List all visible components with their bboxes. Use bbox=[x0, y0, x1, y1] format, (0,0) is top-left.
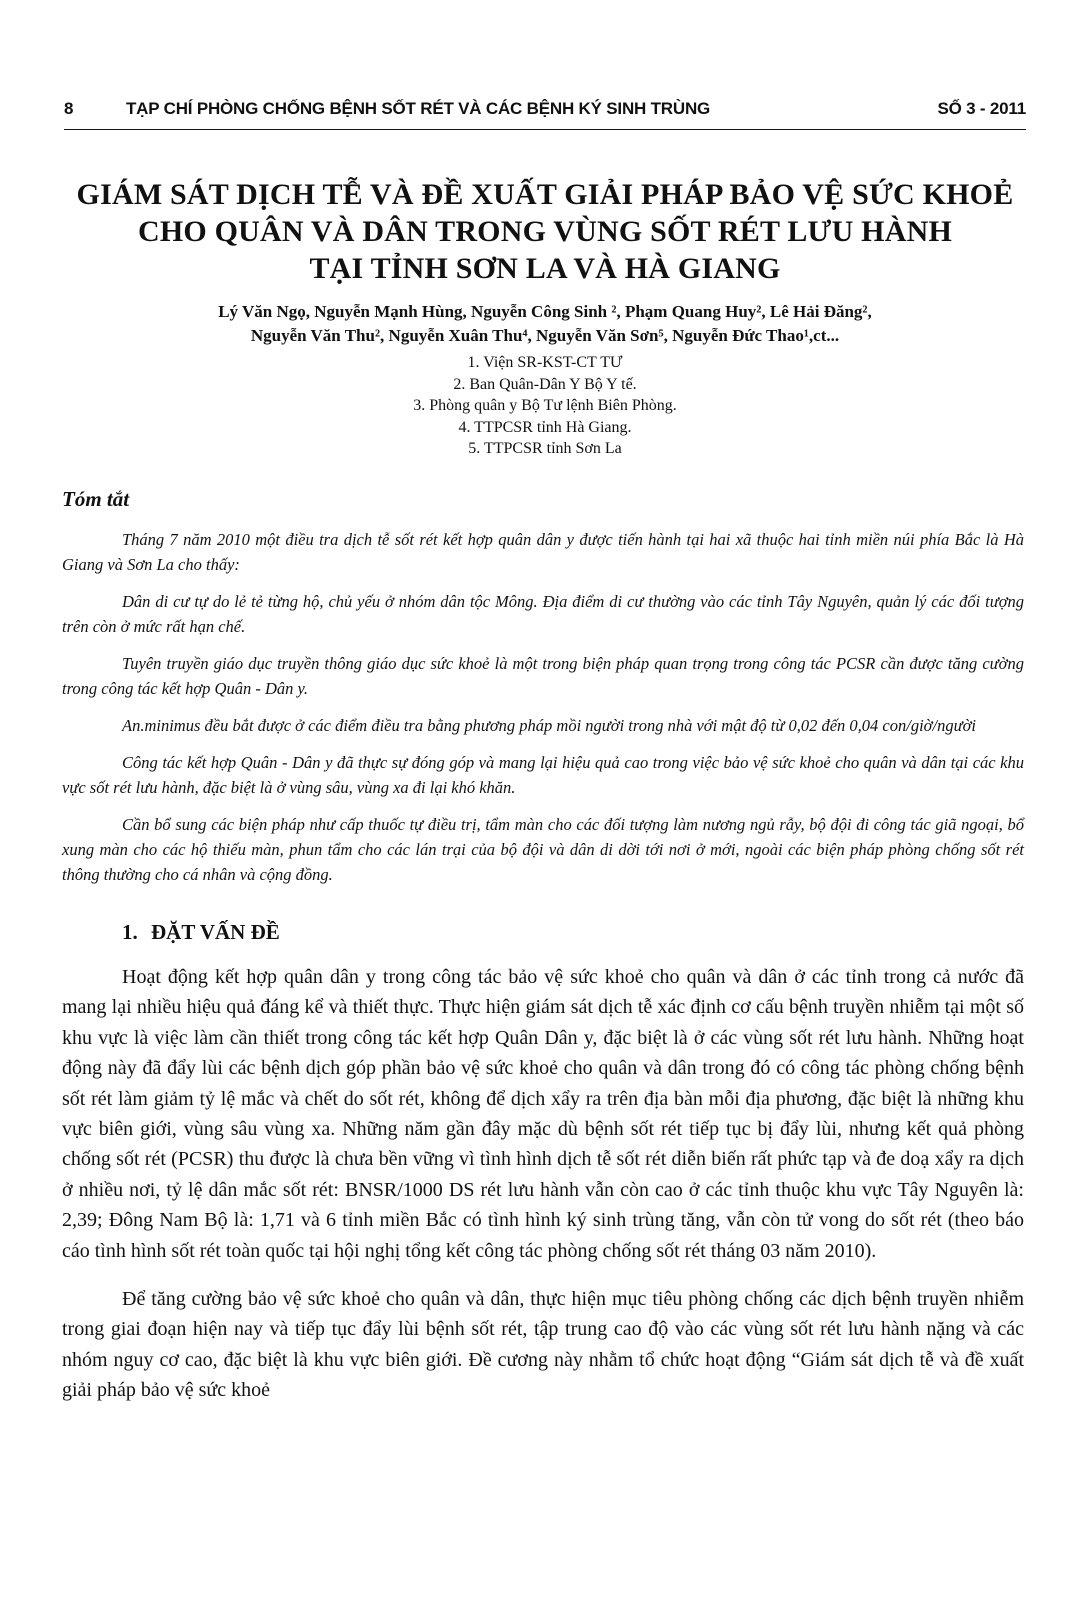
title-line: CHO QUÂN VÀ DÂN TRONG VÙNG SỐT RÉT LƯU HÀNH bbox=[138, 215, 952, 248]
issue-number: SỐ 3 - 2011 bbox=[937, 99, 1026, 118]
affiliation-list bbox=[64, 352, 1026, 460]
article-title bbox=[64, 176, 1026, 287]
body-paragraph: Để tăng cường bảo vệ sức khoẻ cho quân và dân, thực hiện mục tiêu phòng chống các dịch bệnh truyền nhiễm trong giai đoạn hiện nay và tiếp tục đẩy lùi bệnh sốt rét, tập trung cao độ vào các vùng sốt rét lưu hành nặng và các nhóm nguy cơ cao, đặc biệt là khu vực biên giới. Đề cương này nhằm tổ chức hoạt động “Giám sát dịch tễ và đề xuất giải pháp bảo vệ sức khoẻ bbox=[62, 1288, 1024, 1402]
page-number: 8 bbox=[64, 99, 74, 118]
affiliation-item: 2. Ban Quân-Dân Y Bộ Y tế. bbox=[453, 375, 637, 393]
section-body bbox=[62, 962, 1024, 1424]
author-line: Lý Văn Ngọ, Nguyễn Mạnh Hùng, Nguyễn Công Sinh ², Phạm Quang Huy², Lê Hải Đăng², bbox=[218, 302, 872, 321]
section-title: ĐẶT VẤN ĐỀ bbox=[151, 920, 280, 944]
running-header bbox=[64, 95, 1026, 130]
author-line: Nguyễn Văn Thu², Nguyễn Xuân Thu⁴, Nguyễn Văn Sơn⁵, Nguyễn Đức Thao¹,ct... bbox=[250, 326, 840, 345]
abstract-paragraph: Tuyên truyền giáo dục truyền thông giáo dục sức khoẻ là một trong biện pháp quan trọng trong công tác PCSR cần được tăng cường trong công tác kết hợp Quân - Dân y. bbox=[62, 654, 1024, 698]
abstract-paragraph: Dân di cư tự do lẻ tẻ từng hộ, chủ yếu ở nhóm dân tộc Mông. Địa điểm di cư thường vào các tỉnh Tây Nguyên, quản lý các đối tượng trên còn ở mức rất hạn chế. bbox=[62, 592, 1024, 636]
affiliation-item: 3. Phòng quân y Bộ Tư lệnh Biên Phòng. bbox=[413, 397, 677, 414]
abstract-heading: Tóm tắt bbox=[62, 487, 130, 511]
affiliation-item: 5. TTPCSR tỉnh Sơn La bbox=[468, 440, 622, 457]
author-list bbox=[64, 300, 1026, 348]
abstract-paragraph: Tháng 7 năm 2010 một điều tra dịch tễ sốt rét kết hợp quân dân y được tiến hành tại hai xã thuộc hai tỉnh miền núi phía Bắc là Hà Giang và Sơn La cho thấy: bbox=[62, 530, 1024, 574]
abstract-body bbox=[62, 527, 1024, 899]
abstract-paragraph: An.minimus đều bắt được ở các điểm điều tra bằng phương pháp mồi người trong nhà với mật độ từ 0,02 đến 0,04 con/giờ/người bbox=[122, 716, 976, 735]
title-line: TẠI TỈNH SƠN LA VÀ HÀ GIANG bbox=[309, 252, 781, 285]
body-paragraph: Hoạt động kết hợp quân dân y trong công tác bảo vệ sức khoẻ cho quân và dân ở các tỉnh trong cả nước đã mang lại nhiều hiệu quả đáng kể và thiết thực. Thực hiện giám sát dịch tễ xác định cơ cấu bệnh truyền nhiễm tại một số khu vực là việc làm cần thiết trong công tác kết hợp Quân Dân y, đặc biệt là ở các vùng sốt rét lưu hành. Những hoạt động này đã đẩy lùi các bệnh dịch góp phần bảo vệ sức khoẻ cho quân và dân trong đó có công tác phòng chống bệnh sốt rét làm giảm tỷ lệ mắc và chết do sốt rét, không để dịch xẩy ra trên địa bàn mỗi địa phương, đặc biệt là những khu vực biên giới, vùng sâu vùng xa. Những năm gần đây mặc dù bệnh sốt rét tiếp tục bị đẩy lùi, nhưng kết quả phòng chống sốt rét (PCSR) thu được là chưa bền vững vì tình hình dịch tễ sốt rét diễn biến rất phức tạp và đe doạ xẩy ra dịch ở nhiều nơi, tỷ lệ dân mắc sốt rét: BNSR/1000 DS rét lưu hành vẫn còn cao ở các tỉnh thuộc khu vực Tây Nguyên là: 2,39; Đông Nam Bộ là: 1,71 và 6 tỉnh miền Bắc có tình hình ký sinh trùng tăng, vẫn còn tử vong do sốt rét (theo báo cáo tình hình sốt rét toàn quốc tại hội nghị tổng kết công tác phòng chống sốt rét tháng 03 năm 2010). bbox=[62, 966, 1024, 1262]
abstract-paragraph: Công tác kết hợp Quân - Dân y đã thực sự đóng góp và mang lại hiệu quả cao trong việc bảo vệ sức khoẻ cho quân và dân tại các khu vực sốt rét lưu hành, đặc biệt là ở vùng sâu, vùng xa đi lại khó khăn. bbox=[62, 753, 1024, 797]
affiliation-item: 1. Viện SR-KST-CT TƯ bbox=[467, 354, 623, 371]
section-number: 1. bbox=[122, 920, 138, 944]
section-heading bbox=[122, 920, 280, 945]
abstract-paragraph: Cần bổ sung các biện pháp như cấp thuốc tự điều trị, tẩm màn cho các đối tượng làm nương ngủ rẫy, bộ đội đi công tác giã ngoại, bổ xung màn cho các hộ thiếu màn, phun tẩm cho các lán trại của bộ đội và dân di dời tới nơi ở mới, ngoài các biện pháp phòng chống sốt rét thông thường cho cá nhân và cộng đồng. bbox=[62, 815, 1024, 884]
title-line: GIÁM SÁT DỊCH TỄ VÀ ĐỀ XUẤT GIẢI PHÁP BẢO VỆ SỨC KHOẺ bbox=[76, 178, 1014, 211]
journal-title: TẠP CHÍ PHÒNG CHỐNG BỆNH SỐT RÉT VÀ CÁC BỆNH KÝ SINH TRÙNG bbox=[126, 99, 711, 118]
affiliation-item: 4. TTPCSR tỉnh Hà Giang. bbox=[458, 418, 632, 436]
